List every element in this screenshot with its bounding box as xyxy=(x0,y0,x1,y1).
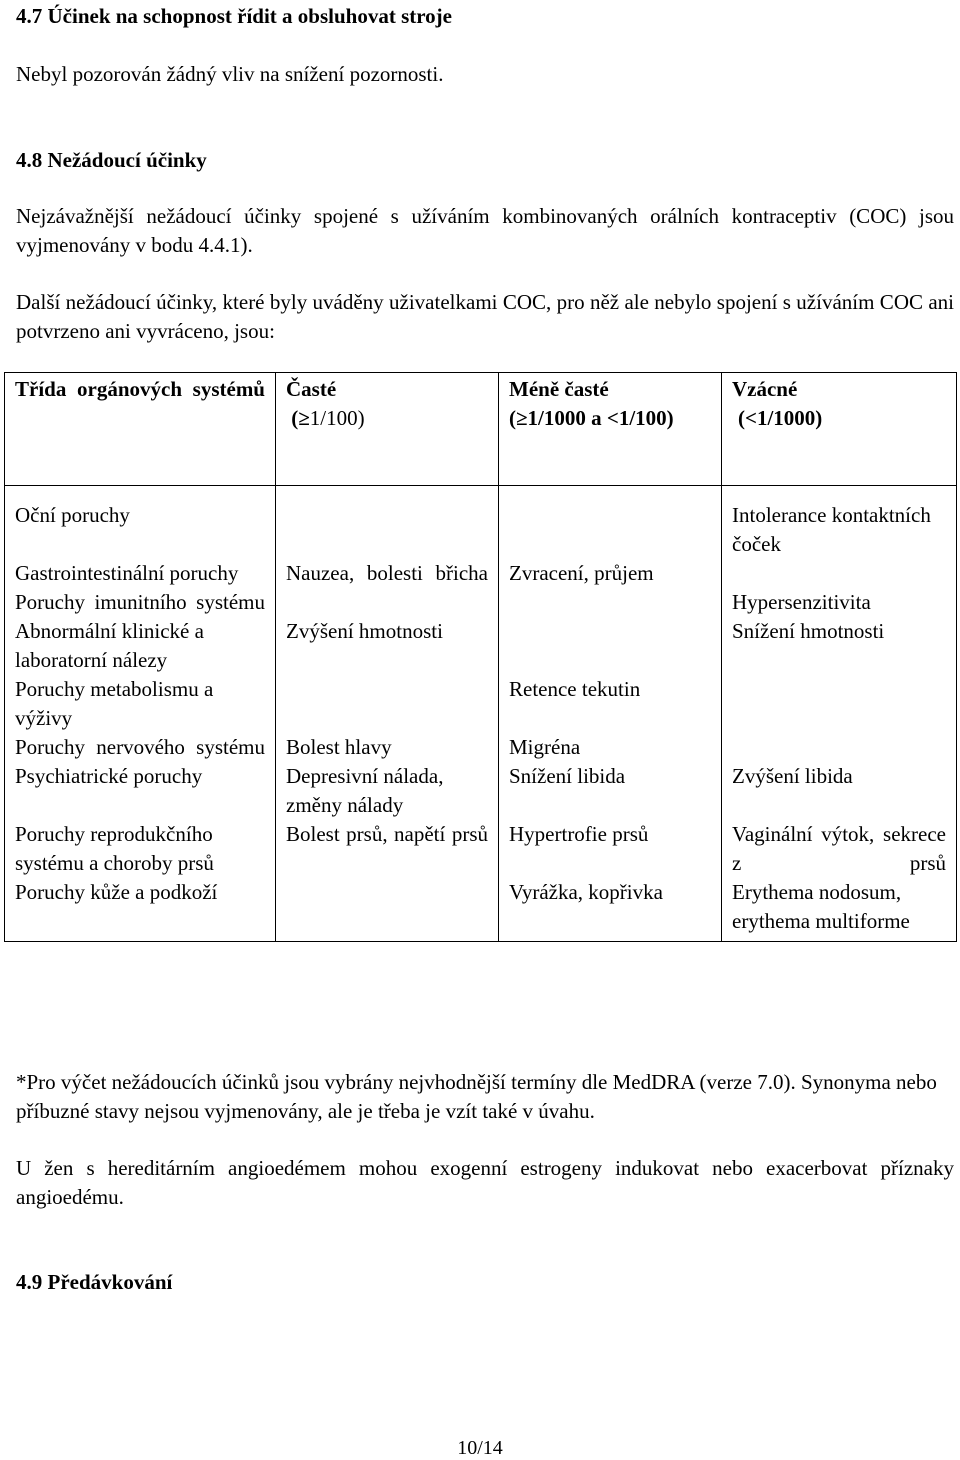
uncommon-cell xyxy=(499,486,722,560)
header-common-range: (≥1/100) xyxy=(291,406,365,430)
common-cell: Bolest prsů, napětí prsů xyxy=(276,820,499,878)
uncommon-cell xyxy=(499,617,722,675)
uncommon-cell: Hypertrofie prsů xyxy=(499,820,722,878)
header-common-label: Časté xyxy=(286,377,337,401)
header-uncommon-range: (≥1/1000 a <1/100) xyxy=(509,406,674,430)
angioedema-note: U žen s hereditárním angioedémem mohou exogenní estrogeny indukovat nebo exacerbovat příznaky angioedému. xyxy=(16,1156,954,1209)
header-uncommon-label: Méně časté xyxy=(509,377,609,401)
common-cell xyxy=(276,878,499,942)
header-organ-class: Třída orgánových systémů xyxy=(5,373,276,486)
adverse-effects-table xyxy=(4,372,957,942)
common-cell: Nauzea, bolesti břicha xyxy=(276,559,499,588)
common-cell xyxy=(276,486,499,560)
table-row xyxy=(5,486,957,560)
table-row xyxy=(5,675,957,733)
table-row xyxy=(5,559,957,588)
table-row xyxy=(5,878,957,942)
organ-class-cell: Poruchy metabolismu a výživy xyxy=(5,675,276,733)
table-row xyxy=(5,588,957,617)
uncommon-cell: Snížení libida xyxy=(499,762,722,820)
organ-class-cell: Poruchy imunitního systému xyxy=(5,588,276,617)
header-common xyxy=(276,373,499,486)
rare-cell: Vaginální výtok, sekrece z prsů xyxy=(722,820,957,878)
rare-cell: Intolerance kontaktních čoček xyxy=(722,486,957,560)
common-cell: Depresivní nálada, změny nálady xyxy=(276,762,499,820)
common-cell xyxy=(276,588,499,617)
header-rare-range: (<1/1000) xyxy=(738,406,823,430)
header-uncommon xyxy=(499,373,722,486)
section-4-8-paragraph-2: Další nežádoucí účinky, které byly uváděny uživatelkami COC, pro něž ale nebylo spojení s užíváním COC ani potvrzeno ani vyvráceno, jsou: xyxy=(16,290,954,343)
organ-class-cell: Poruchy nervového systému xyxy=(5,733,276,762)
table-row xyxy=(5,820,957,878)
table-row xyxy=(5,733,957,762)
table-header-row xyxy=(5,373,957,486)
organ-class-cell: Oční poruchy xyxy=(5,486,276,560)
meddra-note: *Pro výčet nežádoucích účinků jsou vybrány nejvhodnější termíny dle MedDRA (verze 7.0). Synonyma nebo příbuzné stavy nejsou vyjmenovány, ale je třeba je vzít také v úvahu. xyxy=(16,1070,937,1123)
table-row xyxy=(5,617,957,675)
section-heading-4-9: 4.9 Předávkování xyxy=(16,1270,173,1294)
rare-cell xyxy=(722,675,957,733)
uncommon-cell: Migréna xyxy=(499,733,722,762)
table-row xyxy=(5,762,957,820)
organ-class-cell: Poruchy kůže a podkoží xyxy=(5,878,276,942)
uncommon-cell: Zvracení, průjem xyxy=(499,559,722,588)
section-4-8-paragraph-1: Nejzávažnější nežádoucí účinky spojené s užíváním kombinovaných orálních kontraceptiv (COC) jsou vyjmenovány v bodu 4.4.1). xyxy=(16,204,954,257)
rare-cell: Zvýšení libida xyxy=(722,762,957,820)
uncommon-cell: Retence tekutin xyxy=(499,675,722,733)
header-rare xyxy=(722,373,957,486)
organ-class-cell: Abnormální klinické a laboratorní nálezy xyxy=(5,617,276,675)
rare-cell: Erythema nodosum, erythema multiforme xyxy=(722,878,957,942)
section-heading-4-8: 4.8 Nežádoucí účinky xyxy=(16,148,207,172)
rare-cell xyxy=(722,559,957,588)
organ-class-cell: Gastrointestinální poruchy xyxy=(5,559,276,588)
common-cell xyxy=(276,675,499,733)
page-number: 10/14 xyxy=(457,1437,503,1459)
uncommon-cell xyxy=(499,588,722,617)
organ-class-cell: Psychiatrické poruchy xyxy=(5,762,276,820)
uncommon-cell: Vyrážka, kopřivka xyxy=(499,878,722,942)
common-cell: Zvýšení hmotnosti xyxy=(276,617,499,675)
header-rare-label: Vzácné xyxy=(732,377,798,401)
organ-class-cell: Poruchy reprodukčního systému a choroby prsů xyxy=(5,820,276,878)
section-heading-4-7: 4.7 Účinek na schopnost řídit a obsluhovat stroje xyxy=(16,4,452,28)
section-text-4-7: Nebyl pozorován žádný vliv na snížení pozornosti. xyxy=(16,62,444,86)
common-cell: Bolest hlavy xyxy=(276,733,499,762)
rare-cell: Snížení hmotnosti xyxy=(722,617,957,675)
rare-cell: Hypersenzitivita xyxy=(722,588,957,617)
rare-cell xyxy=(722,733,957,762)
